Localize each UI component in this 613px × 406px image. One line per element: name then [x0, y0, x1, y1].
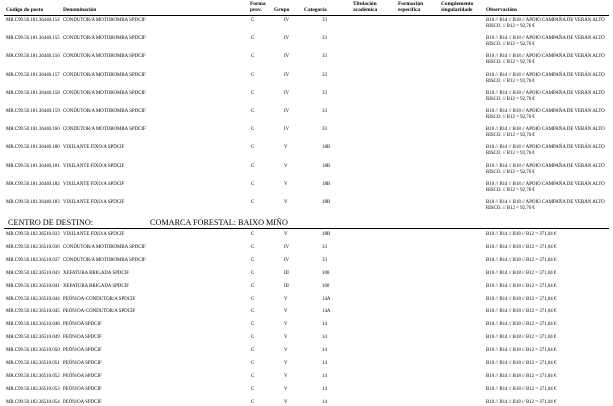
- cell-name: PEÓN/OA SPDCIF: [63, 373, 102, 379]
- cell-code: MR.C99.50.182.36510.050: [6, 348, 60, 354]
- cell-name: VIXILANTE FIXO/A SPDCIF: [63, 181, 125, 187]
- cell-forma: C: [251, 296, 255, 302]
- cell-grupo: IV: [284, 127, 290, 133]
- cell-observacions: B10 // B14 // B18 // APOIO CAMPAÑA DE VERÁN ALTO RISCO. // B12 = 92,76 €: [486, 145, 605, 157]
- cell-observacions: B10 // B14 // B18 // B12 = 371,04 €: [486, 232, 557, 237]
- cell-name: XEFATURA BRIGADA SPDCIF: [63, 283, 129, 289]
- cell-observacions: B10 // B14 // B18 // APOIO CAMPAÑA DE VERÁN ALTO RISCO. // B12 = 92,76 €: [486, 72, 605, 84]
- cell-cat: 14: [322, 373, 327, 379]
- cell-grupo: V: [284, 309, 288, 315]
- cell-cat: 18B: [322, 145, 331, 151]
- cell-grupo: IV: [284, 90, 290, 96]
- cell-grupo: IV: [284, 54, 290, 60]
- cell-cat: 33: [322, 36, 327, 42]
- cell-cat: 14A: [322, 309, 331, 315]
- header-denominacion: Denominación: [63, 7, 97, 13]
- cell-forma: C: [251, 257, 255, 263]
- header-forma: Forma: [250, 1, 266, 7]
- cell-name: PEÓN/OA-CONDUTOR/A SPDCIF: [63, 309, 136, 315]
- cell-observacions: B10 // B14 // B18 // APOIO CAMPAÑA DE VERÁN ALTO RISCO. // B12 = 92,76 €: [486, 200, 605, 211]
- cell-name: VIXILANTE FIXO/A SPDCIF: [63, 232, 125, 237]
- cell-code: MR.C99.50.182.36510.045: [6, 309, 60, 315]
- cell-observacions: B10 // B14 // B18 // APOIO CAMPAÑA DE VERÁN ALTO RISCO. // B12 = 92,76 €: [486, 109, 605, 120]
- cell-cat: 33: [322, 54, 327, 60]
- cell-observacions: B10 // B14 // B18 // B12 = 371,04 €: [486, 270, 557, 276]
- header-codigo: Código do posto: [6, 7, 44, 13]
- cell-observacions: B10 // B14 // B18 // APOIO CAMPAÑA DE VERÁN ALTO RISCO. // B12 = 92,76 €: [486, 90, 605, 102]
- header-formacion: Formación: [398, 1, 424, 7]
- cell-forma: C: [251, 283, 255, 289]
- cell-grupo: IV: [284, 72, 290, 78]
- cell-code: MR.C99.50.181.36440.156: [6, 54, 60, 60]
- cell-forma: C: [251, 127, 255, 133]
- header-singularidade: singularidade: [441, 7, 473, 13]
- cell-observacions: B10 // B14 // B18 // B12 = 371,04 €: [486, 309, 557, 315]
- cell-cat: 14: [322, 335, 327, 341]
- header-divider: [4, 15, 609, 16]
- cell-observacions: B10 // B14 // B18 // B12 = 371,04 €: [486, 373, 557, 379]
- cell-forma: C: [251, 90, 255, 96]
- cell-observacions: B10 // B14 // B18 // APOIO CAMPAÑA DE VERÁN ALTO RISCO. // B12 = 92,76 €: [486, 127, 605, 139]
- cell-code: MR.C99.50.182.36510.052: [6, 373, 60, 379]
- cell-grupo: IV: [284, 36, 290, 42]
- cell-grupo: V: [284, 361, 288, 366]
- cell-cat: 33: [322, 109, 327, 114]
- cell-code: MR.C99.50.182.36510.033: [6, 232, 60, 237]
- cell-cat: 33: [322, 72, 327, 78]
- cell-name: PEÓN/OA SPDCIF: [63, 386, 102, 392]
- cell-name: PEÓN/OA SPDCIF: [63, 322, 102, 328]
- cell-observacions: B10 // B14 // B18 // B12 = 371,04 €: [486, 386, 557, 392]
- cell-grupo: V: [284, 296, 288, 302]
- cell-code: MR.C99.50.181.36440.182: [6, 181, 60, 187]
- cell-cat: 100: [322, 283, 330, 289]
- header-prov: prov.: [250, 7, 262, 13]
- cell-code: MR.C99.50.181.36440.158: [6, 90, 60, 96]
- header-grupo: Grupo: [274, 7, 290, 13]
- cell-cat: 100: [322, 270, 330, 276]
- cell-forma: C: [251, 18, 255, 23]
- cell-cat: 14A: [322, 296, 331, 302]
- cell-name: PEÓN/OA-CONDUTOR/A SPDCIF: [63, 296, 136, 302]
- cell-grupo: V: [284, 200, 288, 205]
- cell-cat: 18B: [322, 200, 331, 205]
- cell-forma: C: [251, 181, 255, 187]
- cell-forma: C: [251, 309, 255, 315]
- cell-name: CONDUTOR/A MOTOBOMBA SPDCIF: [63, 257, 146, 263]
- cell-forma: C: [251, 322, 255, 328]
- cell-cat: 33: [322, 244, 327, 250]
- cell-code: MR.C99.50.182.36510.049: [6, 335, 60, 341]
- cell-code: MR.C99.50.182.36510.054: [6, 399, 60, 405]
- cell-forma: C: [251, 244, 255, 250]
- cell-cat: 18B: [322, 232, 331, 237]
- cell-code: MR.C99.50.181.36440.160: [6, 127, 60, 133]
- cell-forma: C: [251, 270, 255, 276]
- cell-grupo: V: [284, 399, 288, 405]
- cell-grupo: IV: [284, 244, 290, 250]
- cell-name: PEÓN/OA SPDCIF: [63, 361, 102, 366]
- cell-name: VIXILANTE FIXO/A SPDCIF: [63, 145, 125, 151]
- destination-value: COMARCA FORESTAL: BAIXO MIÑO: [150, 218, 288, 227]
- section-divider: [4, 228, 609, 229]
- cell-name: PEÓN/OA SPDCIF: [63, 348, 102, 354]
- cell-forma: C: [251, 361, 255, 366]
- cell-observacions: B10 // B14 // B18 // APOIO CAMPAÑA DE VERÁN ALTO RISCO. // B12 = 92,76 €: [486, 18, 605, 29]
- cell-observacions: B10 // B14 // B18 // B12 = 371,04 €: [486, 361, 557, 366]
- cell-code: MR.C99.50.181.36440.154: [6, 18, 60, 23]
- cell-code: MR.C99.50.182.36510.051: [6, 361, 60, 366]
- cell-cat: 18B: [322, 181, 331, 187]
- cell-cat: 33: [322, 90, 327, 96]
- cell-grupo: V: [284, 232, 288, 237]
- cell-cat: 14: [322, 322, 327, 328]
- cell-forma: C: [251, 399, 255, 405]
- cell-observacions: B10 // B14 // B18 // APOIO CAMPAÑA DE VERÁN ALTO RISCO. // B12 = 92,76 €: [486, 181, 605, 193]
- cell-observacions: B10 // B14 // B18 // B12 = 371,04 €: [486, 322, 557, 328]
- cell-code: MR.C99.50.181.36440.181: [6, 163, 60, 169]
- cell-name: CONDUTOR/A MOTOBOMBA SPDCIF: [63, 36, 146, 42]
- cell-forma: C: [251, 335, 255, 341]
- cell-forma: C: [251, 348, 255, 354]
- cell-forma: C: [251, 72, 255, 78]
- cell-observacions: B10 // B14 // B18 // B12 = 371,04 €: [486, 283, 557, 289]
- cell-grupo: V: [284, 335, 288, 341]
- cell-code: MR.C99.50.181.36440.180: [6, 145, 60, 151]
- cell-grupo: V: [284, 163, 288, 169]
- cell-name: PEÓN/OA SPDCIF: [63, 335, 102, 341]
- cell-forma: C: [251, 373, 255, 379]
- cell-grupo: V: [284, 145, 288, 151]
- cell-name: CONDUTOR/A MOTOBOMBA SPDCIF: [63, 109, 146, 114]
- cell-cat: 18B: [322, 163, 331, 169]
- cell-code: MR.C99.50.182.36510.043: [6, 270, 60, 276]
- cell-cat: 33: [322, 257, 327, 263]
- cell-observacions: B10 // B14 // B18 // B12 = 371,04 €: [486, 399, 557, 405]
- cell-observacions: B10 // B14 // B18 // APOIO CAMPAÑA DE VERÁN ALTO RISCO. // B12 = 92,76 €: [486, 163, 605, 175]
- cell-grupo: V: [284, 322, 288, 328]
- cell-cat: 14: [322, 348, 327, 354]
- cell-code: MR.C99.50.182.36510.044: [6, 296, 60, 302]
- cell-observacions: B10 // B14 // B18 // B12 = 371,04 €: [486, 257, 557, 263]
- cell-observacions: B10 // B14 // B18 // APOIO CAMPAÑA DE VERÁN ALTO RISCO. // B12 = 92,76 €: [486, 54, 605, 66]
- header-complemento: Complemento: [441, 1, 474, 7]
- cell-forma: C: [251, 145, 255, 151]
- header-categoria: Categoría: [304, 7, 327, 13]
- cell-forma: C: [251, 200, 255, 205]
- header-titulacion: Titulación: [353, 1, 377, 7]
- cell-grupo: III: [284, 283, 289, 289]
- cell-forma: C: [251, 54, 255, 60]
- cell-code: MR.C99.50.182.36510.053: [6, 386, 60, 392]
- cell-forma: C: [251, 36, 255, 42]
- cell-grupo: IV: [284, 257, 290, 263]
- cell-forma: C: [251, 232, 255, 237]
- cell-name: CONDUTOR/A MOTOBOMBA SPDCIF: [63, 90, 146, 96]
- cell-grupo: IV: [284, 109, 290, 114]
- cell-name: PEÓN/OA SPDCIF: [63, 399, 102, 405]
- cell-name: CONDUTOR/A MOTOBOMBA SPDCIF: [63, 72, 146, 78]
- cell-name: CONDUTOR/A MOTOBOMBA SPDCIF: [63, 54, 146, 60]
- cell-code: MR.C99.50.182.36510.036: [6, 244, 60, 250]
- cell-observacions: B10 // B14 // B18 // B12 = 371,04 €: [486, 335, 557, 341]
- cell-grupo: V: [284, 386, 288, 392]
- cell-grupo: V: [284, 181, 288, 187]
- cell-code: MR.C99.50.181.36440.183: [6, 200, 60, 205]
- cell-observacions: B10 // B14 // B18 // B12 = 371,04 €: [486, 244, 557, 250]
- cell-name: VIXILANTE FIXO/A SPDCIF: [63, 200, 125, 205]
- header-observacions: Observacións: [486, 7, 518, 13]
- cell-cat: 33: [322, 127, 327, 133]
- cell-name: VIXILANTE FIXO/A SPDCIF: [63, 163, 125, 169]
- cell-grupo: IV: [284, 18, 290, 23]
- cell-observacions: B10 // B14 // B18 // B12 = 371,04 €: [486, 348, 557, 354]
- cell-forma: C: [251, 386, 255, 392]
- cell-code: MR.C99.50.181.36440.159: [6, 109, 60, 114]
- cell-cat: 14: [322, 386, 327, 392]
- cell-forma: C: [251, 163, 255, 169]
- cell-code: MR.C99.50.181.36440.155: [6, 36, 60, 42]
- cell-observacions: B10 // B14 // B18 // APOIO CAMPAÑA DE VERÁN ALTO RISCO. // B12 = 92,76 €: [486, 36, 605, 48]
- cell-name: CONDUTOR/A MOTOBOMBA SPDCIF: [63, 244, 146, 250]
- cell-code: MR.C99.50.182.36510.048: [6, 322, 60, 328]
- cell-code: MR.C99.50.181.36440.157: [6, 72, 60, 78]
- cell-cat: 33: [322, 18, 327, 23]
- header-especifica: específica: [398, 7, 421, 13]
- cell-forma: C: [251, 109, 255, 114]
- cell-grupo: V: [284, 348, 288, 354]
- cell-name: XEFATURA BRIGADA SPDCIF: [63, 270, 129, 276]
- cell-cat: 14: [322, 399, 327, 405]
- cell-grupo: V: [284, 373, 288, 379]
- cell-grupo: III: [284, 270, 289, 276]
- destination-label: CENTRO DE DESTINO:: [8, 218, 94, 227]
- cell-code: MR.C99.50.182.36510.037: [6, 257, 60, 263]
- cell-name: CONDUTOR/A MOTOBOMBA SPDCIF: [63, 127, 146, 133]
- cell-code: MR.C99.50.182.36510.041: [6, 283, 60, 289]
- header-academica: académica: [353, 7, 378, 13]
- cell-cat: 14: [322, 361, 327, 366]
- cell-observacions: B10 // B14 // B18 // B12 = 371,04 €: [486, 296, 557, 302]
- cell-name: CONDUTOR/A MOTOBOMBA SPDCIF: [63, 18, 146, 23]
